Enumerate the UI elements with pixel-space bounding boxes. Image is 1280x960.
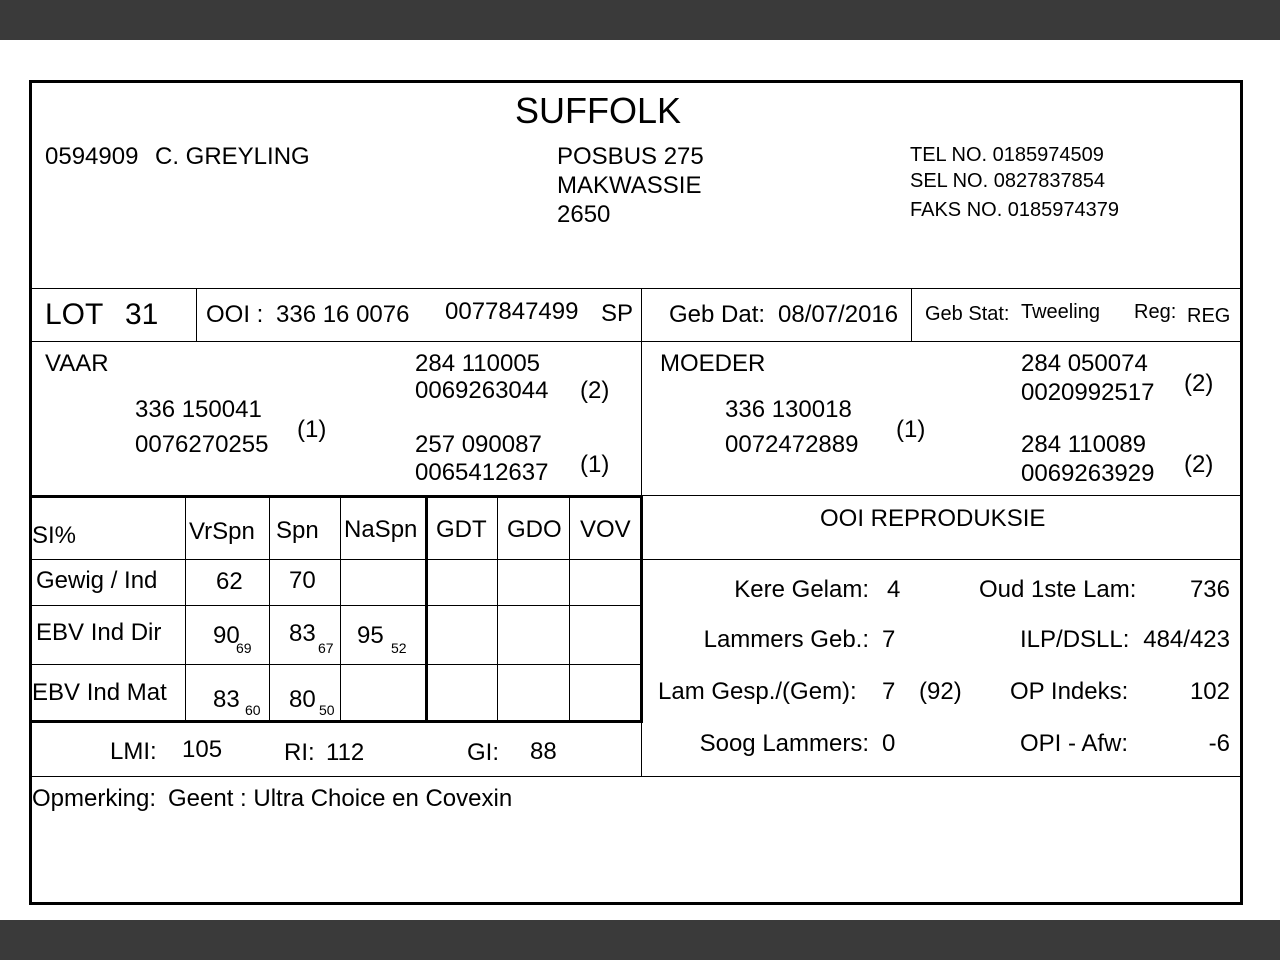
row-ebv-dir-label: EBV Ind Dir <box>36 619 162 646</box>
divider-pedigree <box>641 341 642 496</box>
reproduction-title: OOI REPRODUKSIE <box>820 505 1046 532</box>
si-header-vrspn: VrSpn <box>189 518 255 545</box>
vaar-dam-grade: (1) <box>580 451 610 478</box>
ooi-reg-number: 0077847499 <box>445 298 579 325</box>
kere-gelam-value: 4 <box>887 576 901 603</box>
moeder-dam-grade: (2) <box>1184 451 1214 478</box>
row-ebv-dir-spn-acc: 67 <box>318 640 334 656</box>
moeder-dam-id: 284 110089 <box>1021 431 1147 458</box>
si-header-gdo: GDO <box>507 516 562 543</box>
si-header-gdt: GDT <box>436 516 487 543</box>
reg-value: REG <box>1187 305 1231 327</box>
divider-lot-1 <box>196 288 197 341</box>
divider-lot-3 <box>911 288 912 341</box>
moeder-sire-grade: (2) <box>1184 370 1214 397</box>
si-col-2 <box>269 497 270 721</box>
vaar-dam-id: 257 090087 <box>415 431 542 458</box>
lmi-value: 105 <box>182 736 223 763</box>
ooi-grade: SP <box>601 300 634 327</box>
opi-afw-value: -6 <box>1208 730 1230 757</box>
si-col-5 <box>497 497 498 721</box>
ooi-label: OOI : <box>206 301 264 328</box>
si-table-row-2-bottom <box>30 664 642 665</box>
card-border-right <box>1240 80 1243 905</box>
si-col-7 <box>640 495 643 723</box>
vaar-sire-reg: 0069263044 <box>415 377 549 404</box>
row-ebv-dir-spn: 83 <box>289 620 316 647</box>
row-ebv-mat-spn-acc: 50 <box>319 702 335 718</box>
ri-value: 112 <box>326 739 365 766</box>
geb-dat-value: 08/07/2016 <box>778 301 899 328</box>
soog-lammers-label: Soog Lammers: <box>699 730 869 757</box>
si-col-3 <box>340 497 341 721</box>
gi-label: GI: <box>467 739 500 766</box>
row-ebv-dir-naspn-acc: 52 <box>391 640 407 656</box>
address-line-2: MAKWASSIE <box>557 172 702 199</box>
vaar-id: 336 150041 <box>135 396 262 423</box>
moeder-reg: 0072472889 <box>725 431 859 458</box>
divider-indices-right <box>641 720 642 776</box>
address-line-3: 2650 <box>557 201 611 228</box>
ilp-value: 484/423 <box>1143 626 1230 653</box>
lot-number: 31 <box>125 298 159 331</box>
vaar-sire-grade: (2) <box>580 377 610 404</box>
moeder-label: MOEDER <box>660 350 766 377</box>
lmi-label: LMI: <box>110 738 157 765</box>
si-header-spn: Spn <box>276 517 319 544</box>
row-ebv-mat-vrspn: 83 <box>213 686 240 713</box>
divider-lot-bottom <box>30 341 1240 342</box>
soog-lammers-value: 0 <box>882 730 896 757</box>
moeder-dam-reg: 0069263929 <box>1021 460 1155 487</box>
vaar-label: VAAR <box>45 350 109 377</box>
row-gewig-vrspn: 62 <box>216 568 243 595</box>
row-ebv-mat-spn: 80 <box>289 686 316 713</box>
vaar-reg: 0076270255 <box>135 431 269 458</box>
breed-title: SUFFOLK <box>515 90 682 131</box>
lam-gesp-label: Lam Gesp./(Gem): <box>658 678 857 705</box>
divider-indices-bottom <box>30 776 1240 777</box>
vaar-dam-reg: 0065412637 <box>415 459 549 486</box>
card-border-left <box>29 80 32 905</box>
si-header-si: SI% <box>32 522 77 549</box>
vaar-grade: (1) <box>297 416 327 443</box>
gi-value: 88 <box>530 738 557 765</box>
divider-lot-top <box>30 288 1240 289</box>
si-col-1 <box>185 497 186 721</box>
row-ebv-mat-vrspn-acc: 60 <box>245 702 261 718</box>
row-gewig-spn: 70 <box>289 567 316 594</box>
row-ebv-dir-vrspn-acc: 69 <box>236 640 252 656</box>
row-ebv-mat-label: EBV Ind Mat <box>32 679 167 706</box>
geb-stat-value: Tweeling <box>1021 301 1100 323</box>
op-indeks-value: 102 <box>1189 678 1230 705</box>
si-table-row-1-bottom <box>30 605 642 606</box>
top-frame-bar <box>0 0 1280 40</box>
breeder-code: 0594909 <box>45 143 139 170</box>
moeder-sire-reg: 0020992517 <box>1021 379 1155 406</box>
oud-lam-value: 736 <box>1189 576 1230 603</box>
bottom-frame-bar <box>0 920 1280 960</box>
sel-number: SEL NO. 0827837854 <box>910 170 1105 192</box>
remark-text: Geent : Ultra Choice en Covexin <box>168 785 513 812</box>
divider-lot-2 <box>641 288 642 341</box>
geb-dat-label: Geb Dat: <box>669 301 766 328</box>
address-line-1: POSBUS 275 <box>557 143 704 170</box>
ri-label: RI: <box>284 739 315 766</box>
ilp-label: ILP/DSLL: <box>1020 626 1130 653</box>
kere-gelam-label: Kere Gelam: <box>734 576 869 603</box>
geb-stat-label: Geb Stat: <box>925 303 1010 325</box>
faks-number: FAKS NO. 0185974379 <box>910 199 1120 221</box>
lam-gesp-gem: (92) <box>919 678 962 705</box>
si-table-header-bottom-left <box>30 559 185 560</box>
op-indeks-label: OP Indeks: <box>1010 678 1129 705</box>
vaar-sire-id: 284 110005 <box>415 350 541 377</box>
row-ebv-dir-vrspn: 90 <box>213 622 240 649</box>
si-header-naspn: NaSpn <box>344 516 418 543</box>
oud-lam-label: Oud 1ste Lam: <box>979 576 1137 603</box>
si-header-vov: VOV <box>580 516 631 543</box>
card-border-top <box>29 80 1243 83</box>
si-table-top <box>30 495 643 498</box>
moeder-sire-id: 284 050074 <box>1021 350 1148 377</box>
si-table-header-bottom <box>185 559 1240 560</box>
moeder-grade: (1) <box>896 416 926 443</box>
card-border-bottom <box>29 902 1243 905</box>
breeder-name: C. GREYLING <box>155 143 310 170</box>
row-gewig-label: Gewig / Ind <box>36 567 158 594</box>
lot-label: LOT <box>45 298 104 331</box>
reg-label: Reg: <box>1134 301 1177 323</box>
row-ebv-dir-naspn: 95 <box>357 622 384 649</box>
lammers-geb-value: 7 <box>882 626 896 653</box>
si-col-6 <box>569 497 570 721</box>
si-col-4 <box>425 497 428 723</box>
ooi-id: 336 16 0076 <box>276 301 410 328</box>
si-table-bottom <box>30 720 643 723</box>
moeder-id: 336 130018 <box>725 396 852 423</box>
remark-label: Opmerking: <box>32 785 157 812</box>
lam-gesp-value: 7 <box>882 678 896 705</box>
tel-number: TEL NO. 0185974509 <box>910 144 1104 166</box>
lammers-geb-label: Lammers Geb.: <box>703 626 869 653</box>
opi-afw-label: OPI - Afw: <box>1020 730 1129 757</box>
